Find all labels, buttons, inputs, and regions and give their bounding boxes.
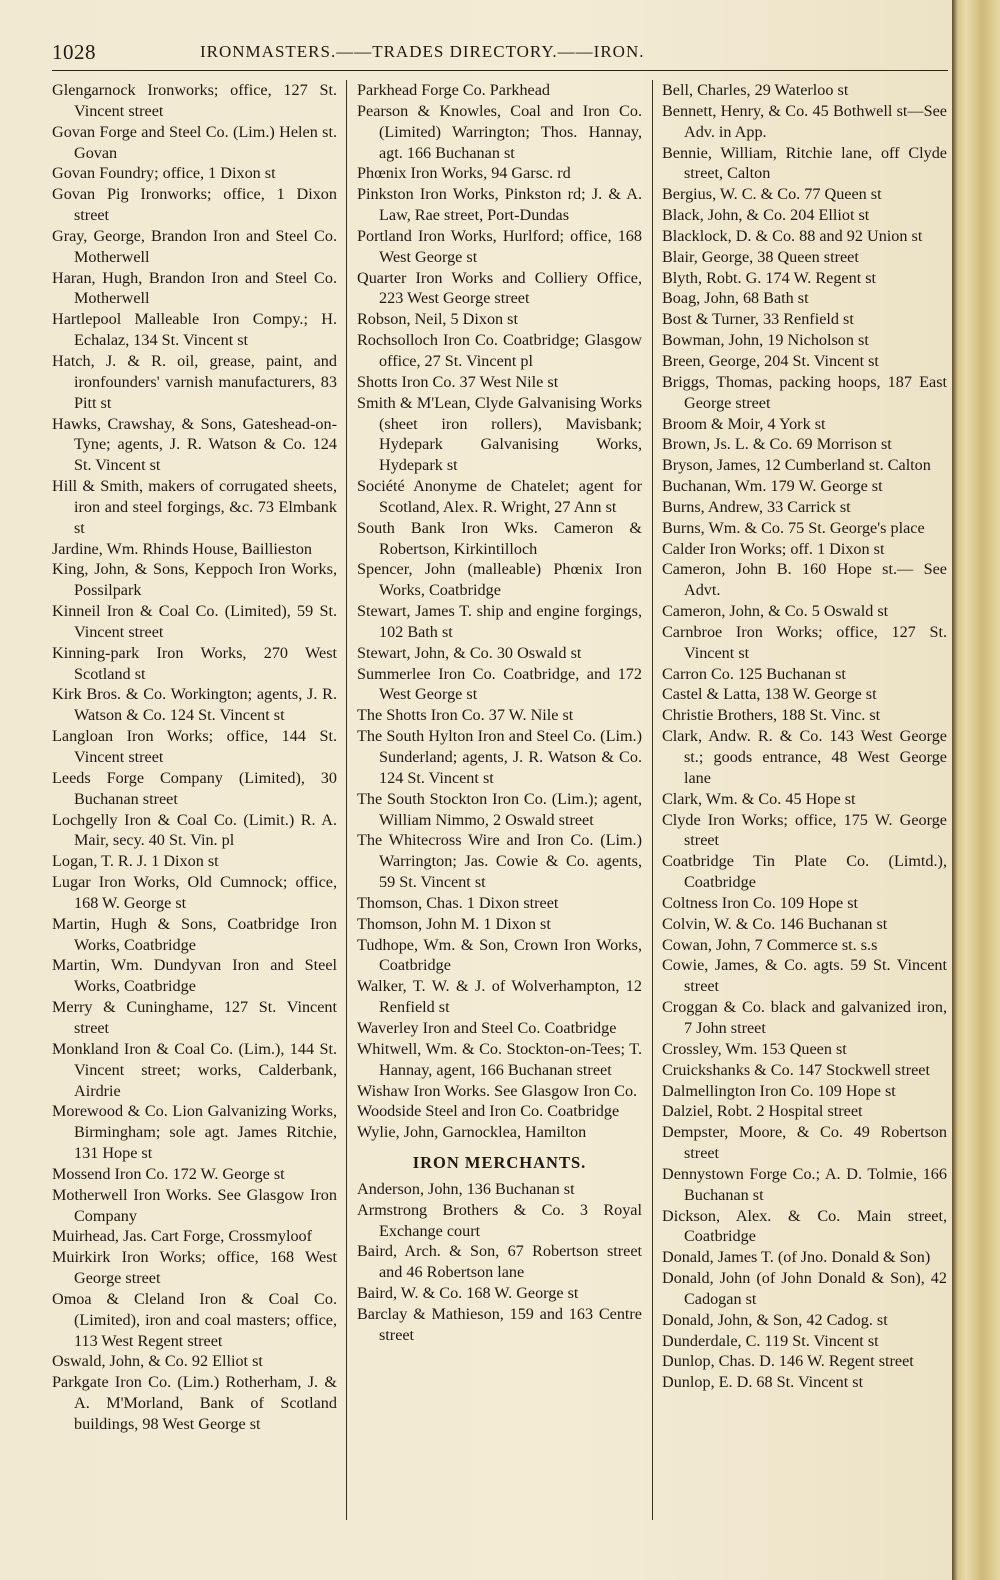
column-divider [346, 80, 347, 1520]
directory-entry: Carron Co. 125 Buchanan st [662, 664, 846, 683]
directory-entry: Burns, Wm. & Co. 75 St. George's place [662, 518, 925, 537]
directory-entry: Broom & Moir, 4 York st [662, 414, 826, 433]
directory-entry: Blacklock, D. & Co. 88 and 92 Union st [662, 226, 923, 245]
directory-entry: Quarter Iron Works and Colliery Office, 223 West George street [357, 268, 642, 308]
directory-entry: The South Stockton Iron Co. (Lim.); agent, William Nimmo, 2 Oswald street [357, 789, 642, 829]
directory-entry: Cowan, John, 7 Commerce st. s.s [662, 935, 878, 954]
page-number: 1028 [52, 40, 96, 64]
page-header [52, 40, 948, 66]
directory-entry: Thomson, John M. 1 Dixon st [357, 914, 551, 933]
column-left [52, 80, 337, 1435]
directory-entry: Gray, George, Brandon Iron and Steel Co. Motherwell [52, 226, 337, 266]
directory-entry: Leeds Forge Company (Limited), 30 Buchanan street [52, 768, 337, 808]
directory-entry: Dempster, Moore, & Co. 49 Robertson street [662, 1123, 947, 1163]
directory-entry: Muirhead, Jas. Cart Forge, Crossmyloof [52, 1227, 313, 1246]
directory-entry: Bryson, James, 12 Cumberland st. Calton [662, 456, 931, 475]
directory-entry: Armstrong Brothers & Co. 3 Royal Exchange court [357, 1200, 642, 1240]
directory-entry: Hawks, Crawshay, & Sons, Gateshead-on-Tyne; agents, J. R. Watson & Co. 124 St. Vincent st [52, 414, 337, 475]
directory-entry: The Whitecross Wire and Iron Co. (Lim.) Warrington; Jas. Cowie & Co. agents, 59 St. Vincent st [357, 831, 642, 892]
directory-entry: Smith & M'Lean, Clyde Galvanising Works (sheet iron rollers), Mavisbank; Hydepark Galvanising Works, Hydepark st [357, 393, 642, 475]
directory-entry: Stewart, John, & Co. 30 Oswald st [357, 643, 582, 662]
directory-entry: Dunlop, Chas. D. 146 W. Regent street [662, 1352, 914, 1371]
directory-entry: Coatbridge Tin Plate Co. (Limtd.), Coatbridge [662, 852, 947, 892]
directory-entry: Stewart, James T. ship and engine forgings, 102 Bath st [357, 602, 642, 641]
directory-entry: Hatch, J. & R. oil, grease, paint, and ironfounders' varnish manufacturers, 83 Pitt st [52, 351, 337, 412]
directory-entry: Logan, T. R. J. 1 Dixon st [52, 852, 219, 871]
directory-entry: South Bank Iron Wks. Cameron & Robertson, Kirkintilloch [357, 518, 642, 558]
directory-entry: Lochgelly Iron & Coal Co. (Limit.) R. A. Mair, secy. 40 St. Vin. pl [52, 810, 337, 850]
directory-entry: Pinkston Iron Works, Pinkston rd; J. & A. Law, Rae street, Port-Dundas [357, 185, 642, 225]
directory-entry: Boag, John, 68 Bath st [662, 289, 809, 308]
directory-entry: Monkland Iron & Coal Co. (Lim.), 144 St. Vincent street; works, Calderbank, Airdrie [52, 1039, 337, 1100]
directory-entry: Baird, W. & Co. 168 W. George st [357, 1284, 579, 1303]
directory-entry: Parkgate Iron Co. (Lim.) Rotherham, J. & A. M'Morland, Bank of Scotland buildings, 98 West George st [52, 1373, 337, 1433]
directory-entry: Bennie, William, Ritchie lane, off Clyde street, Calton [662, 143, 947, 183]
directory-entry: Bell, Charles, 29 Waterloo st [662, 81, 849, 99]
directory-entry: Summerlee Iron Co. Coatbridge, and 172 West George st [357, 664, 642, 704]
directory-entry: Haran, Hugh, Brandon Iron and Steel Co. Motherwell [52, 268, 337, 308]
directory-entry: Kirk Bros. & Co. Workington; agents, J. R. Watson & Co. 124 St. Vincent st [52, 685, 337, 725]
directory-entry: Buchanan, Wm. 179 W. George st [662, 477, 883, 496]
directory-entry: Croggan & Co. black and galvanized iron, 7 John street [662, 998, 947, 1037]
directory-entry: Bost & Turner, 33 Renfield st [662, 310, 854, 329]
directory-entry: Dunderdale, C. 119 St. Vincent st [662, 1331, 879, 1350]
directory-entry: Kinning-park Iron Works, 270 West Scotland st [52, 643, 337, 683]
directory-entry: Black, John, & Co. 204 Elliot st [662, 206, 870, 225]
directory-entry: Bergius, W. C. & Co. 77 Queen st [662, 185, 882, 204]
directory-entry: Coltness Iron Co. 109 Hope st [662, 893, 859, 912]
directory-entry: Oswald, John, & Co. 92 Elliot st [52, 1352, 263, 1371]
directory-entry: Cameron, John, & Co. 5 Oswald st [662, 602, 889, 621]
directory-entry: Briggs, Thomas, packing hoops, 187 East George street [662, 372, 947, 412]
directory-entry: Govan Foundry; office, 1 Dixon st [52, 164, 276, 183]
directory-entry: Donald, James T. (of Jno. Donald & Son) [662, 1248, 931, 1267]
directory-entry: Dunlop, E. D. 68 St. Vincent st [662, 1373, 864, 1392]
column-right [662, 80, 947, 1393]
directory-entry: Wishaw Iron Works. See Glasgow Iron Co. [357, 1081, 638, 1100]
directory-entry: Martin, Wm. Dundyvan Iron and Steel Works, Coatbridge [52, 956, 337, 996]
directory-entry: Wylie, John, Garnocklea, Hamilton [357, 1123, 587, 1142]
directory-entry: Tudhope, Wm. & Son, Crown Iron Works, Coatbridge [357, 935, 642, 975]
directory-entry: Woodside Steel and Iron Co. Coatbridge [357, 1102, 620, 1121]
directory-entry: Calder Iron Works; off. 1 Dixon st [662, 539, 885, 558]
directory-entry: Cameron, John B. 160 Hope st.— See Advt. [662, 560, 947, 600]
directory-entry: Govan Forge and Steel Co. (Lim.) Helen st. Govan [52, 122, 337, 162]
directory-entry: Spencer, John (malleable) Phœnix Iron Works, Coatbridge [357, 560, 642, 600]
directory-entry: Donald, John (of John Donald & Son), 42 Cadogan st [662, 1269, 947, 1308]
directory-entry: Dennystown Forge Co.; A. D. Tolmie, 166 Buchanan st [662, 1164, 947, 1204]
directory-entry: Burns, Andrew, 33 Carrick st [662, 497, 851, 516]
directory-entry: Brown, Js. L. & Co. 69 Morrison st [662, 435, 892, 454]
directory-entry: The South Hylton Iron and Steel Co. (Lim.) Sunderland; agents, J. R. Watson & Co. 124 St. Vincent st [357, 727, 642, 787]
directory-entry: Hartlepool Malleable Iron Compy.; H. Echalaz, 134 St. Vincent st [52, 310, 337, 350]
directory-entry: Société Anonyme de Chatelet; agent for Scotland, Alex. R. Wright, 27 Ann st [357, 477, 642, 516]
column-middle-entries [357, 80, 642, 1143]
directory-entry: Baird, Arch. & Son, 67 Robertson street and 46 Robertson lane [357, 1242, 642, 1282]
header-rule [52, 70, 948, 71]
directory-entry: Waverley Iron and Steel Co. Coatbridge [357, 1018, 617, 1037]
directory-entry: Rochsolloch Iron Co. Coatbridge; Glasgow office, 27 St. Vincent pl [357, 331, 642, 370]
directory-entry: Dalmellington Iron Co. 109 Hope st [662, 1081, 896, 1100]
section-entries [357, 1179, 642, 1346]
directory-entry: Colvin, W. & Co. 146 Buchanan st [662, 914, 888, 933]
directory-entry: Barclay & Mathieson, 159 and 163 Centre street [357, 1304, 642, 1344]
directory-entry: Phœnix Iron Works, 94 Garsc. rd [357, 164, 571, 183]
directory-entry: Hill & Smith, makers of corrugated sheets, iron and steel forgings, &c. 73 Elmbank st [52, 477, 337, 537]
directory-entry: The Shotts Iron Co. 37 W. Nile st [357, 706, 574, 725]
directory-entry: Merry & Cuninghame, 127 St. Vincent street [52, 998, 337, 1037]
directory-entry: Donald, John, & Son, 42 Cadog. st [662, 1310, 888, 1329]
directory-entry: Dalziel, Robt. 2 Hospital street [662, 1102, 863, 1121]
running-title: IRONMASTERS.——TRADES DIRECTORY.——IRON. [200, 42, 645, 61]
directory-entry: Glengarnock Ironworks; office, 127 St. Vincent street [52, 81, 337, 120]
directory-entry: Bowman, John, 19 Nicholson st [662, 331, 869, 350]
directory-entry: Parkhead Forge Co. Parkhead [357, 81, 551, 99]
directory-entry: Pearson & Knowles, Coal and Iron Co. (Limited) Warrington; Thos. Hannay, agt. 166 Buchanan st [357, 101, 642, 162]
directory-entry: Clyde Iron Works; office, 175 W. George street [662, 810, 947, 850]
section-heading: IRON MERCHANTS. [412, 1153, 587, 1173]
directory-entry: Whitwell, Wm. & Co. Stockton-on-Tees; T. Hannay, agent, 166 Buchanan street [357, 1039, 642, 1079]
directory-entry: Mossend Iron Co. 172 W. George st [52, 1164, 285, 1183]
directory-entry: Castel & Latta, 138 W. George st [662, 685, 877, 704]
directory-entry: Cruickshanks & Co. 147 Stockwell street [662, 1060, 930, 1079]
directory-entry: Blair, George, 38 Queen street [662, 247, 859, 266]
directory-entry: Kinneil Iron & Coal Co. (Limited), 59 St. Vincent street [52, 602, 337, 641]
adjacent-page-edge [952, 0, 1000, 1580]
directory-entry: Christie Brothers, 188 St. Vinc. st [662, 706, 881, 725]
directory-entry: Morewood & Co. Lion Galvanizing Works, Birmingham; sole agt. James Ritchie, 131 Hope st [52, 1102, 337, 1163]
directory-entry: Muirkirk Iron Works; office, 168 West George street [52, 1248, 337, 1288]
column-middle [357, 80, 642, 1346]
directory-entry: Govan Pig Ironworks; office, 1 Dixon street [52, 185, 337, 225]
directory-entry: Lugar Iron Works, Old Cumnock; office, 168 W. George st [52, 873, 337, 912]
directory-entry: Martin, Hugh & Sons, Coatbridge Iron Works, Coatbridge [52, 914, 337, 954]
directory-entry: Motherwell Iron Works. See Glasgow Iron Company [52, 1185, 337, 1225]
directory-entry: Shotts Iron Co. 37 West Nile st [357, 372, 559, 391]
directory-entry: Crossley, Wm. 153 Queen st [662, 1039, 847, 1058]
directory-entry: King, John, & Sons, Keppoch Iron Works, Possilpark [52, 560, 337, 600]
directory-entry: Langloan Iron Works; office, 144 St. Vincent street [52, 727, 337, 766]
directory-entry: Omoa & Cleland Iron & Coal Co. (Limited), iron and coal masters; office, 113 West Regent street [52, 1289, 337, 1350]
directory-entry: Carnbroe Iron Works; office, 127 St. Vincent st [662, 622, 947, 662]
directory-entry: Anderson, John, 136 Buchanan st [357, 1179, 575, 1198]
directory-entry: Clark, Andw. R. & Co. 143 West George st.; goods entrance, 48 West George lane [662, 727, 947, 787]
directory-entry: Dickson, Alex. & Co. Main street, Coatbridge [662, 1206, 947, 1246]
directory-entry: Portland Iron Works, Hurlford; office, 168 West George st [357, 226, 642, 266]
directory-entry: Cowie, James, & Co. agts. 59 St. Vincent street [662, 956, 947, 996]
column-divider [652, 80, 653, 1520]
directory-entry: Robson, Neil, 5 Dixon st [357, 310, 518, 329]
directory-entry: Thomson, Chas. 1 Dixon street [357, 893, 559, 912]
directory-entry: Breen, George, 204 St. Vincent st [662, 351, 879, 370]
directory-entry: Walker, T. W. & J. of Wolverhampton, 12 Renfield st [357, 977, 642, 1017]
directory-entry: Jardine, Wm. Rhinds House, Baillieston [52, 539, 313, 558]
directory-entry: Bennett, Henry, & Co. 45 Bothwell st—See Adv. in App. [662, 101, 947, 141]
directory-entry: Blyth, Robt. G. 174 W. Regent st [662, 268, 877, 287]
directory-entry: Clark, Wm. & Co. 45 Hope st [662, 789, 856, 808]
